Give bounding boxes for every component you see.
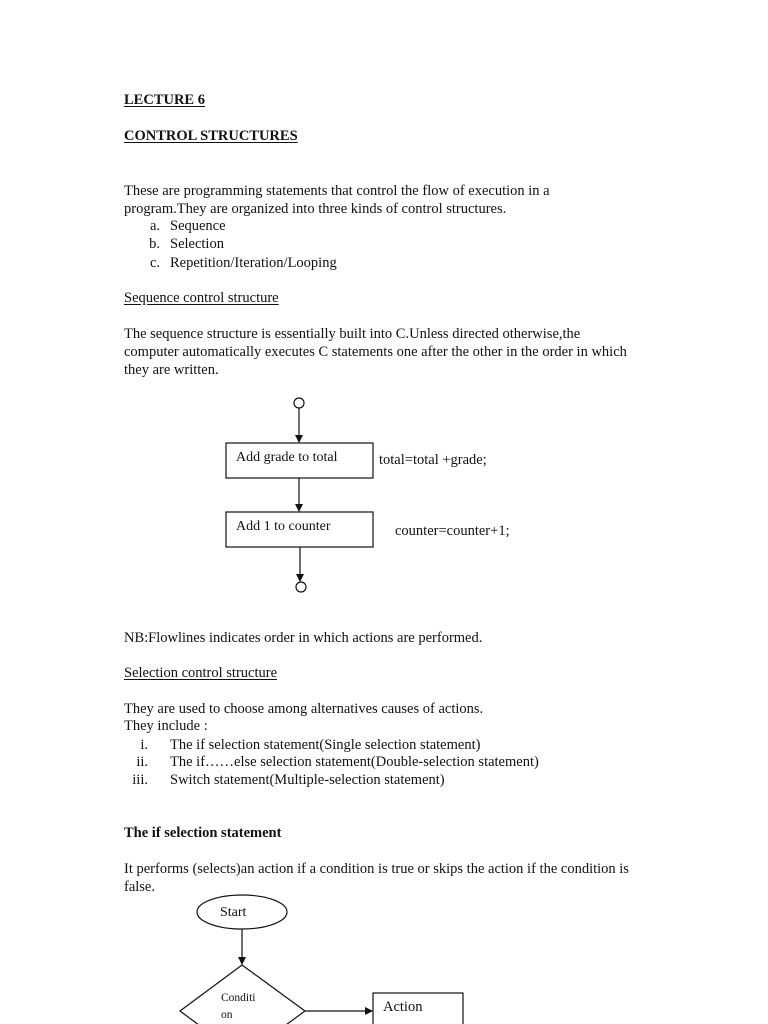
code-counter: counter=counter+1; <box>395 523 510 539</box>
intro-line-1: These are programming statements that control the flow of execution in a <box>124 183 550 199</box>
if-heading: The if selection statement <box>124 825 282 841</box>
list-label: Repetition/Iteration/Looping <box>170 255 337 271</box>
nb-note: NB:Flowlines indicates order in which actions are performed. <box>124 630 483 646</box>
selection-line-2: They include : <box>124 718 208 734</box>
flowchart-box-add-counter: Add 1 to counter <box>236 519 331 534</box>
flowchart-condition-line-1: Conditi <box>221 992 256 1004</box>
code-total: total=total +grade; <box>379 452 487 468</box>
list-label: The if selection statement(Single selection statement) <box>170 737 481 753</box>
list-label: Switch statement(Multiple-selection statement) <box>170 772 445 788</box>
list-marker: iii. <box>132 772 148 788</box>
flowchart-start: Start <box>220 905 247 920</box>
list-label: The if……else selection statement(Double-selection statement) <box>170 754 539 770</box>
list-marker: a. <box>149 218 160 234</box>
flowchart-box-add-grade: Add grade to total <box>236 450 338 465</box>
sequence-heading: Sequence control structure <box>124 290 279 306</box>
flowchart-condition-line-2: on <box>221 1009 233 1021</box>
sequence-line-2: computer automatically executes C statements one after the other in the order in which <box>124 344 627 360</box>
sequence-line-1: The sequence structure is essentially built into C.Unless directed otherwise,the <box>124 326 581 342</box>
flowchart-action: Action <box>383 999 423 1015</box>
list-marker: ii. <box>136 754 148 770</box>
page-title: CONTROL STRUCTURES <box>124 128 298 144</box>
if-line-1: It performs (selects)an action if a condition is true or skips the action if the condition is <box>124 861 629 877</box>
selection-heading: Selection control structure <box>124 665 278 681</box>
list-label: Sequence <box>170 218 226 234</box>
list-marker: c. <box>149 255 160 271</box>
intro-line-2: program.They are organized into three kinds of control structures. <box>124 201 507 217</box>
sequence-line-3: they are written. <box>124 362 219 378</box>
list-marker: i. <box>140 737 148 753</box>
list-label: Selection <box>170 236 224 252</box>
list-marker: b. <box>149 236 160 252</box>
if-line-2: false. <box>124 879 155 895</box>
selection-line-1: They are used to choose among alternatives causes of actions. <box>124 701 484 717</box>
lecture-title: LECTURE 6 <box>124 92 205 108</box>
